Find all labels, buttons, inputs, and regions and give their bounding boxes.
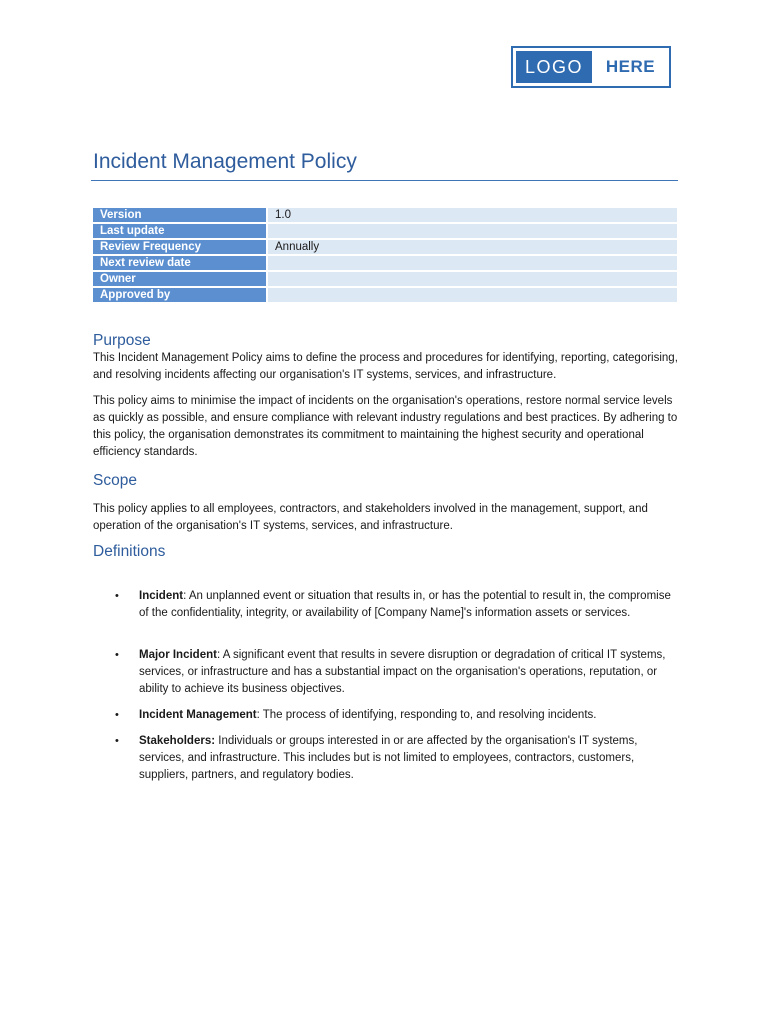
table-row (93, 272, 677, 286)
table-key: Version (93, 208, 266, 222)
table-value: 1.0 (266, 208, 677, 222)
table-key: Approved by (93, 288, 266, 302)
definition-text: An unplanned event or situation that results in, or has the potential to result in, the compromise of the confidentiality, integrity, or availability of [Company Name]'s information assets or services. (139, 590, 671, 619)
definition-text: Individuals or groups interested in or are affected by the organisation's IT systems, services, and infrastructure. This includes but is not limited to employees, contractors, customers, suppliers, partners, and regulatory bodies. (139, 735, 638, 781)
definition-text: A significant event that results in severe disruption or degradation of critical IT systems, services, or infrastructure and has a substantial impact on the organisation's operations, reputation, or ability to achieve its business objectives. (139, 649, 666, 695)
definition-term: Incident Management (139, 709, 257, 721)
title-divider (91, 180, 678, 181)
table-value: Annually (266, 240, 677, 254)
bullet-icon: • (115, 709, 119, 721)
table-row (93, 208, 677, 222)
bullet-icon: • (115, 590, 119, 602)
table-row (93, 224, 677, 238)
definition-separator: : (183, 590, 189, 602)
purpose-paragraph-1: This Incident Management Policy aims to define the process and procedures for identifying, reporting, categorising, and resolving incidents affecting our organisation's IT systems, services, and infrastructure. (93, 352, 678, 381)
list-item (115, 647, 675, 698)
document-info-table (93, 206, 677, 304)
table-value (266, 256, 677, 270)
purpose-paragraph-2: This policy aims to minimise the impact of incidents on the organisation's operations, restore normal service levels as quickly as possible, and ensure compliance with relevant industry regulations and best practices. By adhering to this policy, the organisation demonstrates its commitment to maintaining the highest security and operational efficiency standards. (93, 395, 678, 458)
logo-right-text: HERE (605, 57, 656, 76)
definition-term: Major Incident (139, 649, 217, 661)
table-key: Next review date (93, 256, 266, 270)
table-key: Review Frequency (93, 240, 266, 254)
table-row (93, 256, 677, 270)
list-item (115, 707, 675, 724)
table-value (266, 272, 677, 286)
scope-heading: Scope (93, 472, 137, 489)
definition-separator: : (216, 649, 223, 661)
scope-paragraph: This policy applies to all employees, contractors, and stakeholders involved in the management, support, and operation of the organisation's IT systems, services, and infrastructure. (93, 503, 648, 532)
definitions-heading: Definitions (93, 543, 166, 560)
table-key: Last update (93, 224, 266, 238)
definition-separator: : (256, 709, 263, 721)
table-key: Owner (93, 272, 266, 286)
table-row (93, 240, 677, 254)
bullet-icon: • (115, 735, 119, 747)
logo-left-text: LOGO (516, 51, 592, 83)
company-logo (511, 46, 671, 88)
purpose-heading: Purpose (93, 332, 151, 349)
page-title: Incident Management Policy (93, 150, 357, 173)
bullet-icon: • (115, 649, 119, 661)
definition-term: Incident (139, 590, 184, 602)
table-value (266, 224, 677, 238)
table-row (93, 288, 677, 302)
definition-term: Stakeholders: (139, 735, 216, 747)
definition-text: The process of identifying, responding to, and resolving incidents. (262, 709, 597, 721)
list-item (115, 588, 675, 622)
table-value (266, 288, 677, 302)
list-item (115, 733, 675, 784)
